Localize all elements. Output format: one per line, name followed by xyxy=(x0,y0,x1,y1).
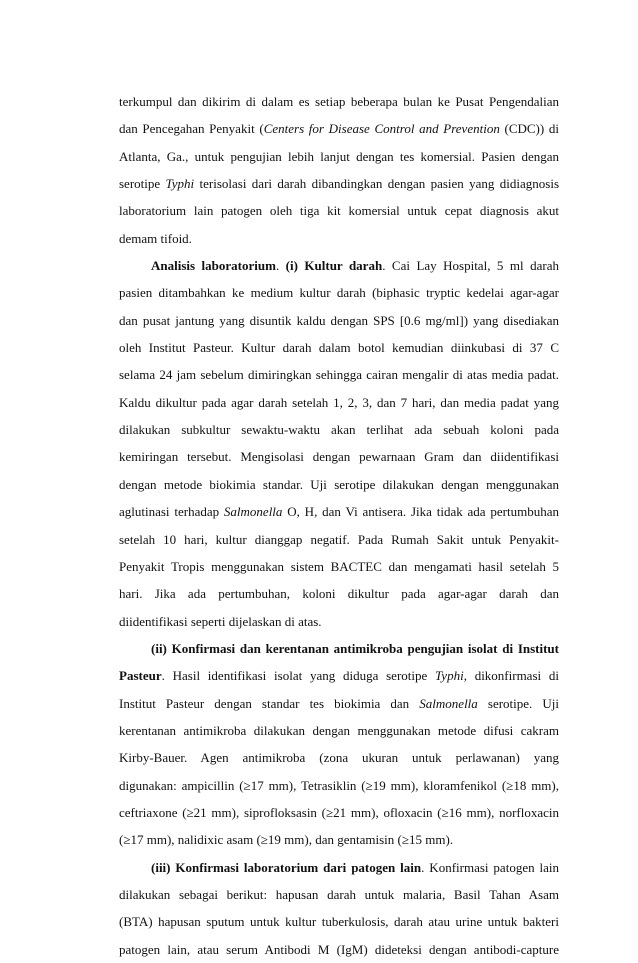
text-run: Institut Pasteur dengan standar tes biokimia dan xyxy=(119,695,420,711)
italic-text: Centers for Disease Control and Prevention xyxy=(263,121,500,137)
text-line xyxy=(119,717,559,744)
text-run: kerentanan antimikroba dilakukan dengan menggunakan metode difusi cakram xyxy=(119,722,559,738)
text-line xyxy=(119,471,559,498)
text-run: setelah 10 hari, kultur dianggap negatif. Pada Rumah Sakit untuk Penyakit- xyxy=(119,531,559,547)
text-run: . xyxy=(275,258,286,274)
text-line xyxy=(119,443,559,470)
text-run: Penyakit Tropis menggunakan sistem BACTEC dan mengamati hasil setelah 5 xyxy=(119,558,559,574)
text-line xyxy=(119,279,559,306)
text-line xyxy=(119,690,559,717)
text-line xyxy=(119,526,559,553)
text-run: O, H, dan Vi antisera. Jika tidak ada pertumbuhan xyxy=(282,504,559,520)
bold-text: (i) Kultur darah xyxy=(285,258,383,274)
text-run: serotipe xyxy=(119,176,166,192)
text-line xyxy=(119,854,559,881)
text-run: hari. Jika ada pertumbuhan, koloni dikultur pada agar-agar darah dan xyxy=(119,586,559,602)
text-run: (≥17 mm), nalidixic asam (≥19 mm), dan gentamisin (≥15 mm). xyxy=(119,832,454,848)
text-run: dan Pencegahan Penyakit ( xyxy=(119,121,264,137)
text-run: Atlanta, Ga., untuk pengujian lebih lanjut dengan tes komersial. Pasien dengan xyxy=(119,148,559,164)
text-run: . Cai Lay Hospital, 5 ml darah xyxy=(382,258,559,274)
text-run: serotipe. Uji xyxy=(477,695,559,711)
text-line xyxy=(119,416,559,443)
text-run: laboratorium lain patogen oleh tiga kit komersial untuk cepat diagnosis akut xyxy=(119,203,559,219)
text-run: dilakukan subkultur sewaktu-waktu akan terlihat ada sebuah koloni pada xyxy=(119,422,559,438)
text-run: demam tifoid. xyxy=(119,230,192,246)
text-line xyxy=(119,225,559,252)
text-line xyxy=(119,635,559,662)
text-run: aglutinasi terhadap xyxy=(119,504,224,520)
text-line xyxy=(119,170,559,197)
text-run: , dikonfirmasi di xyxy=(463,668,559,684)
text-run: . Konfirmasi patogen lain xyxy=(421,859,559,875)
text-line xyxy=(119,88,559,115)
text-run: Kirby-Bauer. Agen antimikroba (zona ukuran untuk perlawanan) yang xyxy=(119,750,559,766)
text-line xyxy=(119,881,559,908)
text-line xyxy=(119,936,559,963)
text-run: dan pusat jantung yang disuntik kaldu dengan SPS [0.6 mg/ml]) yang disediakan xyxy=(119,312,559,328)
text-line xyxy=(119,389,559,416)
text-run: diidentifikasi seperti dijelaskan di atas. xyxy=(119,613,322,629)
italic-text: Typhi xyxy=(165,176,195,192)
italic-text: Salmonella xyxy=(223,504,283,520)
italic-text: Salmonella xyxy=(419,695,478,711)
text-run: oleh Institut Pasteur. Kultur darah dalam botol kemudian diinkubasi di 37 C xyxy=(119,340,559,356)
text-line xyxy=(119,307,559,334)
text-line xyxy=(119,608,559,635)
text-run: kemiringan tersebut. Mengisolasi dengan pewarnaan Gram dan diidentifikasi xyxy=(119,449,559,465)
text-line xyxy=(119,908,559,935)
text-run: digunakan: ampicillin (≥17 mm), Tetrasiklin (≥19 mm), kloramfenikol (≥18 mm), xyxy=(119,777,559,793)
text-line xyxy=(119,662,559,689)
text-run: Kaldu dikultur pada agar darah setelah 1, 2, 3, dan 7 hari, dan media padat yang xyxy=(119,394,559,410)
text-line xyxy=(119,143,559,170)
text-line xyxy=(119,799,559,826)
text-line xyxy=(119,252,559,279)
text-line xyxy=(119,197,559,224)
text-run: . Hasil identifikasi isolat yang diduga serotipe xyxy=(161,668,436,684)
text-run: (BTA) hapusan sputum untuk kultur tuberkulosis, darah atau urine untuk bakteri xyxy=(119,914,559,930)
text-run: terkumpul dan dikirim di dalam es setiap beberapa bulan ke Pusat Pengendalian xyxy=(119,94,559,109)
text-line xyxy=(119,553,559,580)
text-run: ceftriaxone (≥21 mm), siprofloksasin (≥21 mm), ofloxacin (≥16 mm), norfloxacin xyxy=(119,804,559,820)
text-line xyxy=(119,115,559,142)
text-line xyxy=(119,772,559,799)
text-run: terisolasi dari darah dibandingkan dengan pasien yang didiagnosis xyxy=(194,176,559,192)
text-run: dilakukan sebagai berikut: hapusan darah untuk malaria, Basil Tahan Asam xyxy=(119,886,559,902)
text-run: patogen lain, atau serum Antibodi M (IgM) dideteksi dengan antibodi-capture xyxy=(119,941,559,957)
text-run: selama 24 jam sebelum dimiringkan sehingga cairan mengalir di atas media padat. xyxy=(119,367,559,383)
text-line xyxy=(119,744,559,771)
italic-text: Typhi xyxy=(435,668,464,684)
text-run: pasien ditambahkan ke medium kultur darah (biphasic tryptic kedelai agar-agar xyxy=(119,285,559,301)
text-line xyxy=(119,498,559,525)
text-line xyxy=(119,826,559,853)
text-line xyxy=(119,361,559,388)
bold-text: Analisis laboratorium xyxy=(151,258,276,274)
bold-text: Pasteur xyxy=(119,668,162,684)
text-line xyxy=(119,580,559,607)
body-text xyxy=(119,88,559,963)
bold-text: (ii) Konfirmasi dan kerentanan antimikroba pengujian isolat di Institut xyxy=(151,640,559,656)
text-run: (CDC)) di xyxy=(499,121,559,137)
bold-text: (iii) Konfirmasi laboratorium dari patogen lain xyxy=(151,859,422,875)
text-line xyxy=(119,334,559,361)
text-run: dengan metode biokimia standar. Uji serotipe dilakukan dengan menggunakan xyxy=(119,476,559,492)
